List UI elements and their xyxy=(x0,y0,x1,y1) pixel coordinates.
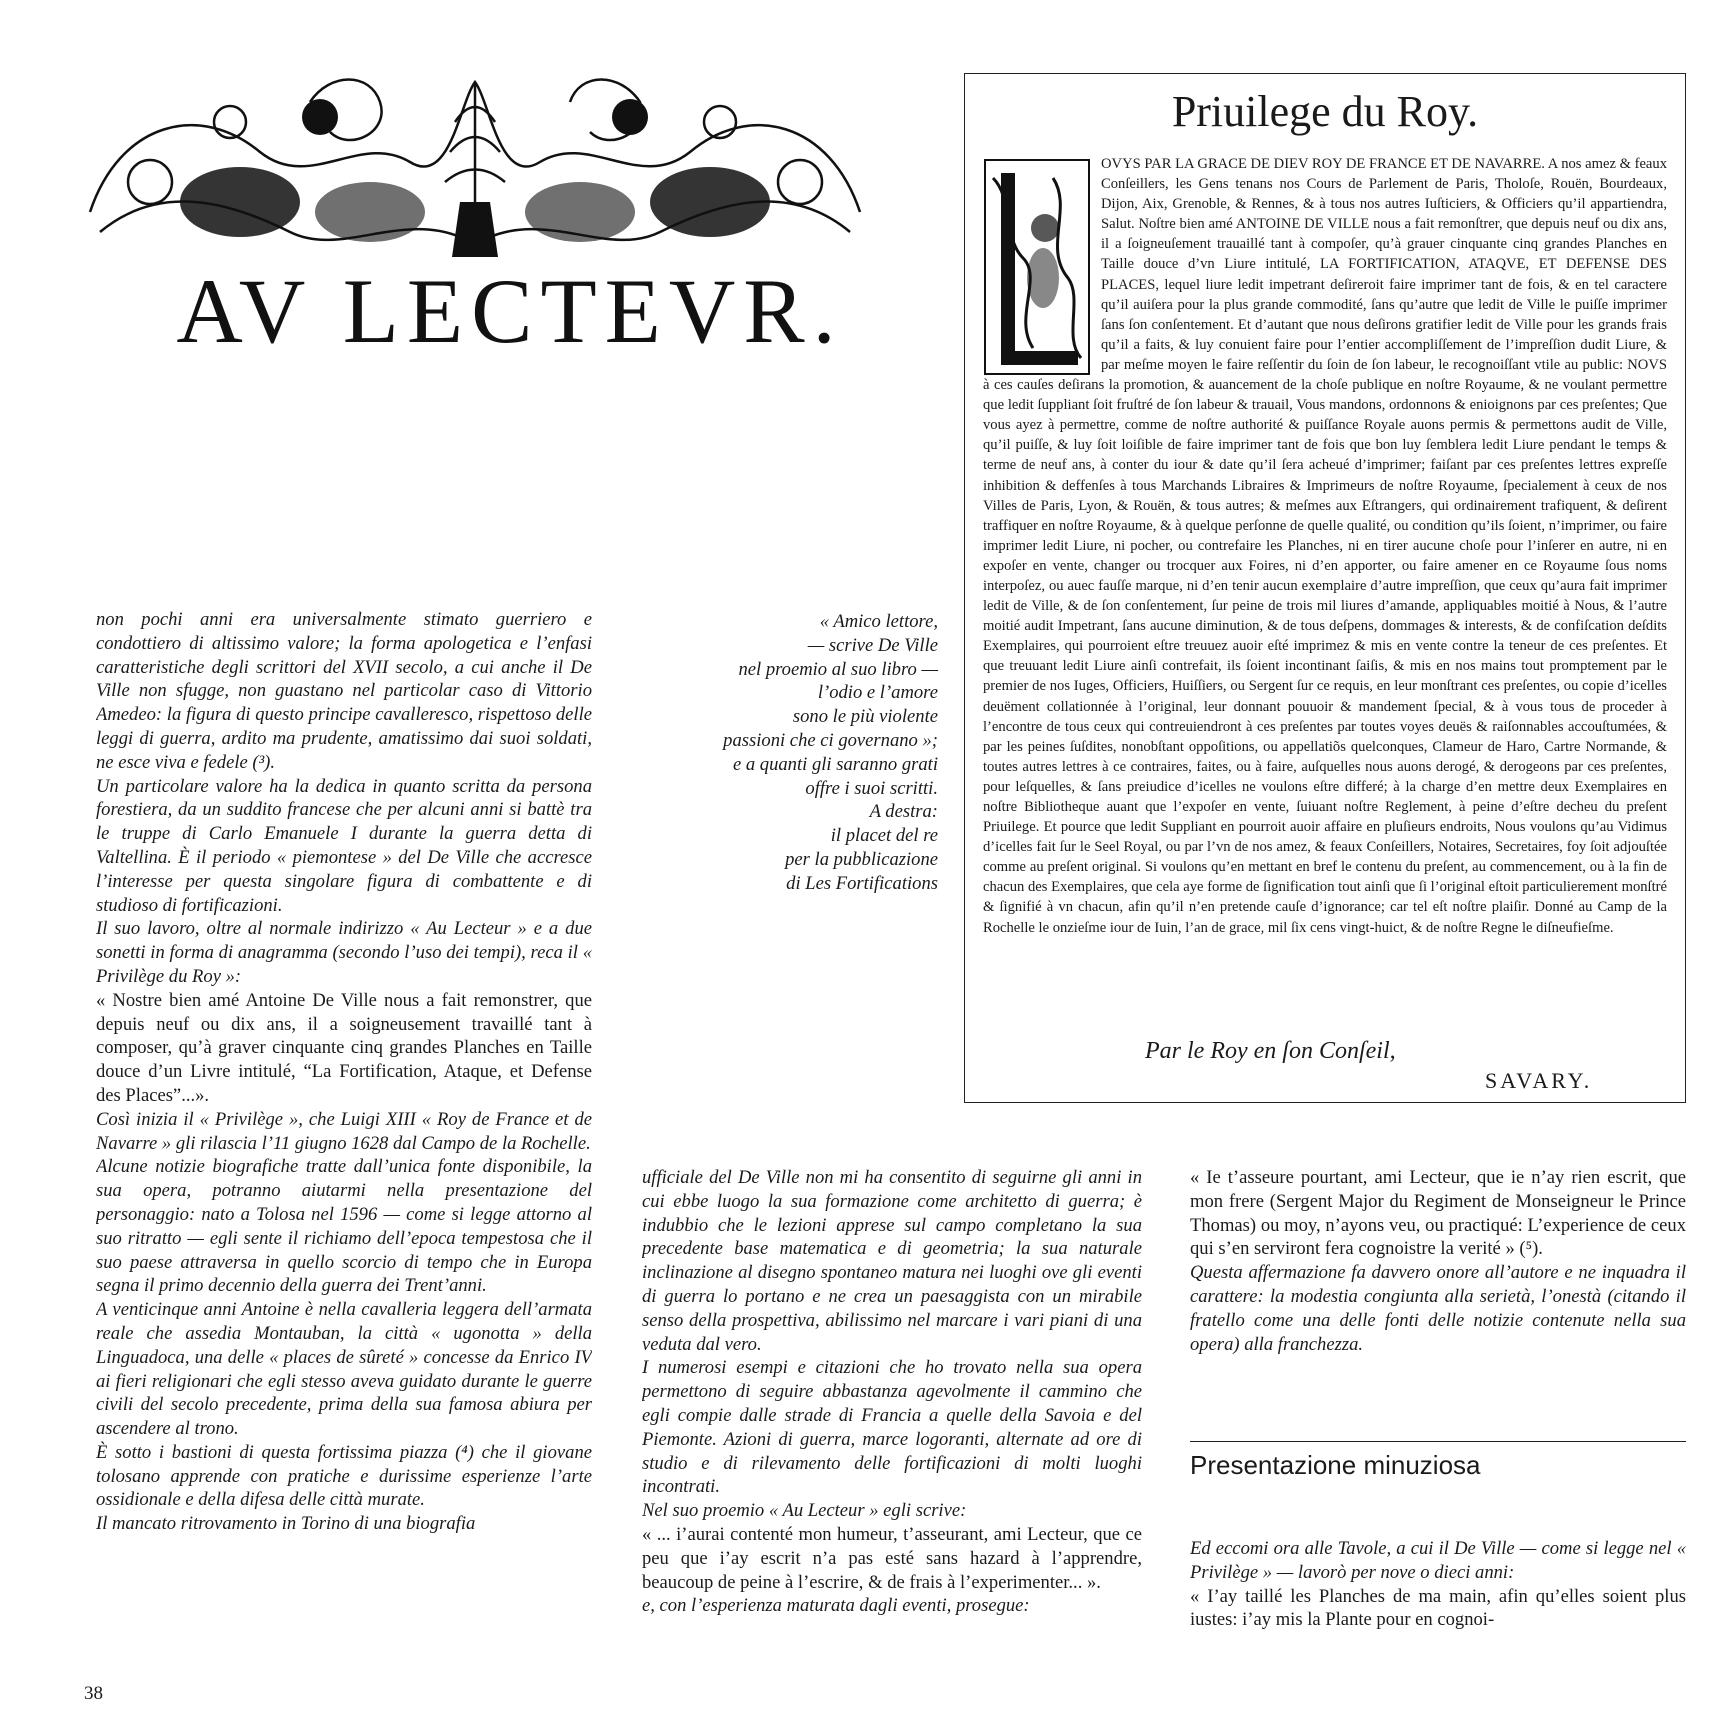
privilege-text xyxy=(983,154,1667,1014)
privilege-signature-line: Par le Roy en ſon Conſeil, xyxy=(1145,1038,1396,1064)
paragraph: I numerosi esempi e citazioni che ho trovato nella sua opera permettono di seguire abbastanza agevolmente il cammino che egli compie dalle strade di Francia a quelle della Savoia e del Piemonte. Azioni di guerra, marce logoranti, alternate ad ore di studio e di rilevamento delle fortificazioni di molti luoghi incontrati. xyxy=(642,1357,1142,1498)
caption-text: « Amico lettore, — scrive De Ville nel proemio al suo libro — l’odio e l’amore sono le più violente passioni che ci governano »; e a quanti gli saranno grati offre i suoi scritti. A destra: il placet del re per la pubblicazione di Les Fortifications xyxy=(723,611,938,894)
column-middle xyxy=(642,1166,1142,1648)
paragraph: A venticinque anni Antoine è nella cavalleria leggera dell’armata reale che assedia Montauban, la città « ugonotta » della Linguadoca, una delle « places de sûreté » concesse da Enrico IV ai fieri religionari che egli stesso aveva guidato durante le guerre civili del secolo precedente, prima della sua famosa abiura per ascendere al trono. xyxy=(96,1299,592,1440)
privilege-box xyxy=(964,73,1686,1103)
paragraph: non pochi anni era universalmente stimato guerriero e condottiero di altissimo valore; la forma apologetica e l’enfasi caratteristiche degli scrittori del XVII secolo, a cui anche il De Ville non sfugge, non guastano nel particolar caso di Vittorio Amedeo: la figura di questo principe cavalleresco, rispettoso delle leggi di guerra, ardito ma prudente, amatissimo dai suoi soldati, ne esce viva e fedele (³). xyxy=(96,609,592,773)
paragraph: Ed eccomi ora alle Tavole, a cui il De Ville — come si legge nel « Privilège » — lavorò per nove o dieci anni: xyxy=(1190,1538,1686,1583)
section-subheading: Presentazione minuziosa xyxy=(1190,1441,1686,1481)
paragraph: Un particolare valore ha la dedica in quanto scritta da persona forestiera, da un suddito francese che per alcuni anni si battè tra le truppe di Carlo Emanuele I durante la guerra detta di Valtellina. È il periodo « piemontese » del De Ville che accresce l’interesse per questa singolare figura di combattente e di studioso di fortificazioni. xyxy=(96,775,592,916)
paragraph: « Ie t’asseure pourtant, ami Lecteur, que ie n’ay rien escrit, que mon frere (Sergent Major du Regiment de Monseigneur le Prince Thomas) ou moy, n’ayons veu, ou practiqué: L’experience de ceux qui s’en serviront fera cognoistre la verité » (⁵). xyxy=(1190,1167,1686,1260)
page-number: 38 xyxy=(84,1683,103,1704)
paragraph: Il mancato ritrovamento in Torino di una biografia xyxy=(96,1513,476,1535)
paragraph: Nel suo proemio « Au Lecteur » egli scrive: xyxy=(642,1500,967,1522)
paragraph: e, con l’esperienza maturata dagli eventi, prosegue: xyxy=(642,1595,1030,1617)
column-left xyxy=(96,608,592,1648)
engraved-frieze xyxy=(80,62,870,262)
image-caption xyxy=(650,610,938,896)
column-right-continued xyxy=(1190,1537,1686,1649)
privilege-signatory: SAVARY. xyxy=(1485,1068,1593,1093)
paragraph: « ... i’aurai contenté mon humeur, t’asseurant, ami Lecteur, que ce peu que i’ay escrit n’a pas esté sans hazard à l’apprendre, beaucoup de peine à l’escrire, & de frais à l’experimenter... ». xyxy=(642,1523,1142,1593)
paragraph: « Nostre bien amé Antoine De Ville nous a fait remonstrer, que depuis neuf ou dix ans, il a soigneusement travaillé tant à composer, qu’à graver cinquante cinq grandes Planches en Taille douce d’un Livre intitulé, “La Fortification, Ataque, et Defense des Places”...». xyxy=(96,989,592,1106)
paragraph: È sotto i bastioni di questa fortissima piazza (⁴) che il giovane tolosano apprende con pratiche e durissime esperienze l’arte ossidionale e della difesa delle città murate. xyxy=(96,1441,592,1511)
page-heading: AV LECTEVR. xyxy=(176,260,844,362)
privilege-body: OVYS PAR LA GRACE DE DIEV ROY DE FRANCE ET DE NAVARRE. A nos amez & feaux Conſeillers, les Gens tenans nos Cours de Parlement de Paris, Tholoſe, Rouën, Bourdeaux, Dijon, Aix, Grenoble, & Rennes, & à tous nos autres Iuſticiers, & Officiers qu’il appartiendra, Salut. Noſtre bien amé ANTOINE DE VILLE nous a fait remonſtrer, que depuis neuf ou dix ans, il a ſoigneuſement trauaillé tant à compoſer, qu’à grauer cinquante cinq grandes Planches en Taille douce d’vn Liure intitulé, LA FORTIFICATION, ATAQVE, ET DEFENSE DES PLACES, lequel liure ledit impetrant deſireroit faire imprimer tant de fois, & en tel caractere qu’il auiſera pour la plus grande commodité, ſans qu’autre que ledit de Ville le puiſſe imprimer ſans ſon conſentement. Et d’autant que nous deſirons gratifier ledit de Ville pour les grands frais qu’il a faits, & luy conuient faire pour l’entier accompliſſement de l’impreſſion dudit Liure, & par meſme moyen le faire reſſentir du ſoin de ſon labeur, le recognoiſſant vtile au public: NOVS à ces cauſes deſirans la promotion, & auancement de la choſe publique en noſtre Royaume, & ne voulant permettre que ledit ſuppliant ſoit fruſtré de ſon labeur & trauail, Vous mandons, ordonnons & enioignons par ces preſentes; Que vous ayez à permettre, comme de noſtre authorité & puiſſance Royale auons permis & permettons audit de Ville, qu’il puiſſe, & luy ſoit loiſible de faire imprimer tant de fois que bon luy ſemblera ledit Liure pendant le temps & terme de neuf ans, à conter du iour & date qu’il ſera acheué d’imprimer; faiſant par ces preſentes lettres expreſſe inhibition & deffenſes à tous Marchands Libraires & Imprimeurs de noſtre Royaume, ſpecialement à ceux de nos Villes de Paris, Lyon, & Rouën, & tous autres; & meſmes aux Eſtrangers, qui ordinairement trafiquent, & deſirent traffiquer en noſtre Royaume, & à quelque perſonne de quelle qualité, ou condition qu’ils ſoient, n’imprimer, ou faire imprimer ledit Liure, ni pocher, ou contrefaire les Planches, ni en tirer aucune choſe pour l’inſerer en autre, ni en expoſer en vente, changer ou trocquer aux Foires, ni d’en apporter, ou faire amener en ce Royaume ſous noms interpoſez, ou auec fauſſe marque, ni d’en tenir aucun exemplaire d’autre impreſſion, que ceux qu’aura fait imprimer ledit de Ville, & de ſon conſentement, ſur peine de trois mil liures d’amande, appliquables moitié à Nous, & l’autre moitié audit Impetrant, ſans aucune diminution, & de tous deſpens, dommages & interests, & de confiſcation deſdits Exemplaires, qui pourroient eſtre treuuez auoir eſté imprimez & mis en vente contre la teneur de ces preſentes. Et que treuuant ledit Liure ainſi contrefait, ils ſoient incontinant ſaiſis, & mis en nos mains tout promptement par le premier de nos Iuges, Officiers, Huiſſiers, ou Sergent ſur ce requis, en leur monſtrant ces preſentes, ou copie d’icelles deuëment collationnée à l’original, leur donnant pouuoir & mandement ſpecial, & à vous tous de proceder à l’encontre de tous ceux qui contreuiendront à ces preſentes par toutes voyes deuës & raiſonnables accouſtumées, & par les peines ſuſdites, nonobſtant oppoſitions, ou appellatiõs quelconques, Clameur de Haro, Cartre Normande, & toutes autres lettres à ce contraires, faites, ou à faire, auſquelles nous auons derogé, & derogeons par ces preſentes, pour leſquelles, & ſans preiudice d’icelles ne voulons eſtre differé; à la charge d’en mettre deux Exemplaires en noſtre Bibliotheque auant que l’expoſer en vente, ſuiuant noſtre Reglement, à peine d’eſtre decheu du preſent Priuilege. Et pource que ledit Suppliant en pourroit auoir affaire en pluſieurs endroits, Nous voulons qu’au Vidimus d’icelles fait ſur le Seel Royal, ou par l’vn de nos amez, & feaux Conſeillers, Notaires, Secretaires, foy ſoit adjouſtée comme au preſent original. Si voulons qu’en mettant en bref le contenu du preſent, au commencement, ou à la fin de chacun des Exemplaires, que cela aye forme de ſignification tout ainſi que ſi l’original eſtoit particulierement monſtré & ſignifié à vn chacun, afin qu’il n’en pretende cauſe d’ignorance; car tel eſt noſtre plaiſir. Donné au Camp de la Rochelle le onzieſme iour de Iuin, l’an de grace, mil ſix cens vingt-huict, & de noſtre Regne le diſneufieſme. xyxy=(983,156,1667,936)
paragraph: Il suo lavoro, oltre al normale indirizzo « Au Lecteur » e a due sonetti in forma di anagramma (secondo l’uso dei tempi), reca il « Privilège du Roy »: xyxy=(96,918,592,987)
paragraph: Alcune notizie biografiche tratte dall’unica fonte disponibile, la sua opera, potranno aiutarmi nella presentazione del personaggio: nato a Tolosa nel 1596 — come si legge attorno al suo ritratto — egli sente il richiamo dell’epoca tempestosa che il suo paese attraversa in quello scorcio di tempo che in Europa segna il primo decennio della guerra dei Trent’anni. xyxy=(96,1156,592,1297)
paragraph: Questa affermazione fa davvero onore all’autore e ne inquadra il carattere: la modestia congiunta alla serietà, l’onestà (citando il fratello come una delle fonti delle notizie contenute nella sua opera) alla franchezza. xyxy=(1190,1262,1686,1355)
column-right xyxy=(1190,1166,1686,1468)
privilege-title: Priuilege du Roy. xyxy=(1171,87,1479,136)
paragraph: ufficiale del De Ville non mi ha consentito di seguirne gli anni in cui ebbe luogo la sua formazione come architetto di guerra; è indubbio che le lezioni apprese sul campo completano la sua precedente base matematica e di geometria; la sua naturale inclinazione al disegno spontaneo matura nei luoghi ove gli eventi di guerra lo portano e ne crea un paesaggista con un mirabile senso della prospettiva, abilissimo nel marcare i vari piani di una veduta dal vero. xyxy=(642,1167,1142,1355)
paragraph: « I’ay taillé les Planches de ma main, afin qu’elles soient plus iustes: i’ay mis la Plante pour en cognoi- xyxy=(1190,1585,1686,1631)
paragraph: Così inizia il « Privilège », che Luigi XIII « Roy de France et de Navarre » gli rilascia l’11 giugno 1628 dal Campo de la Rochelle. xyxy=(96,1108,592,1154)
